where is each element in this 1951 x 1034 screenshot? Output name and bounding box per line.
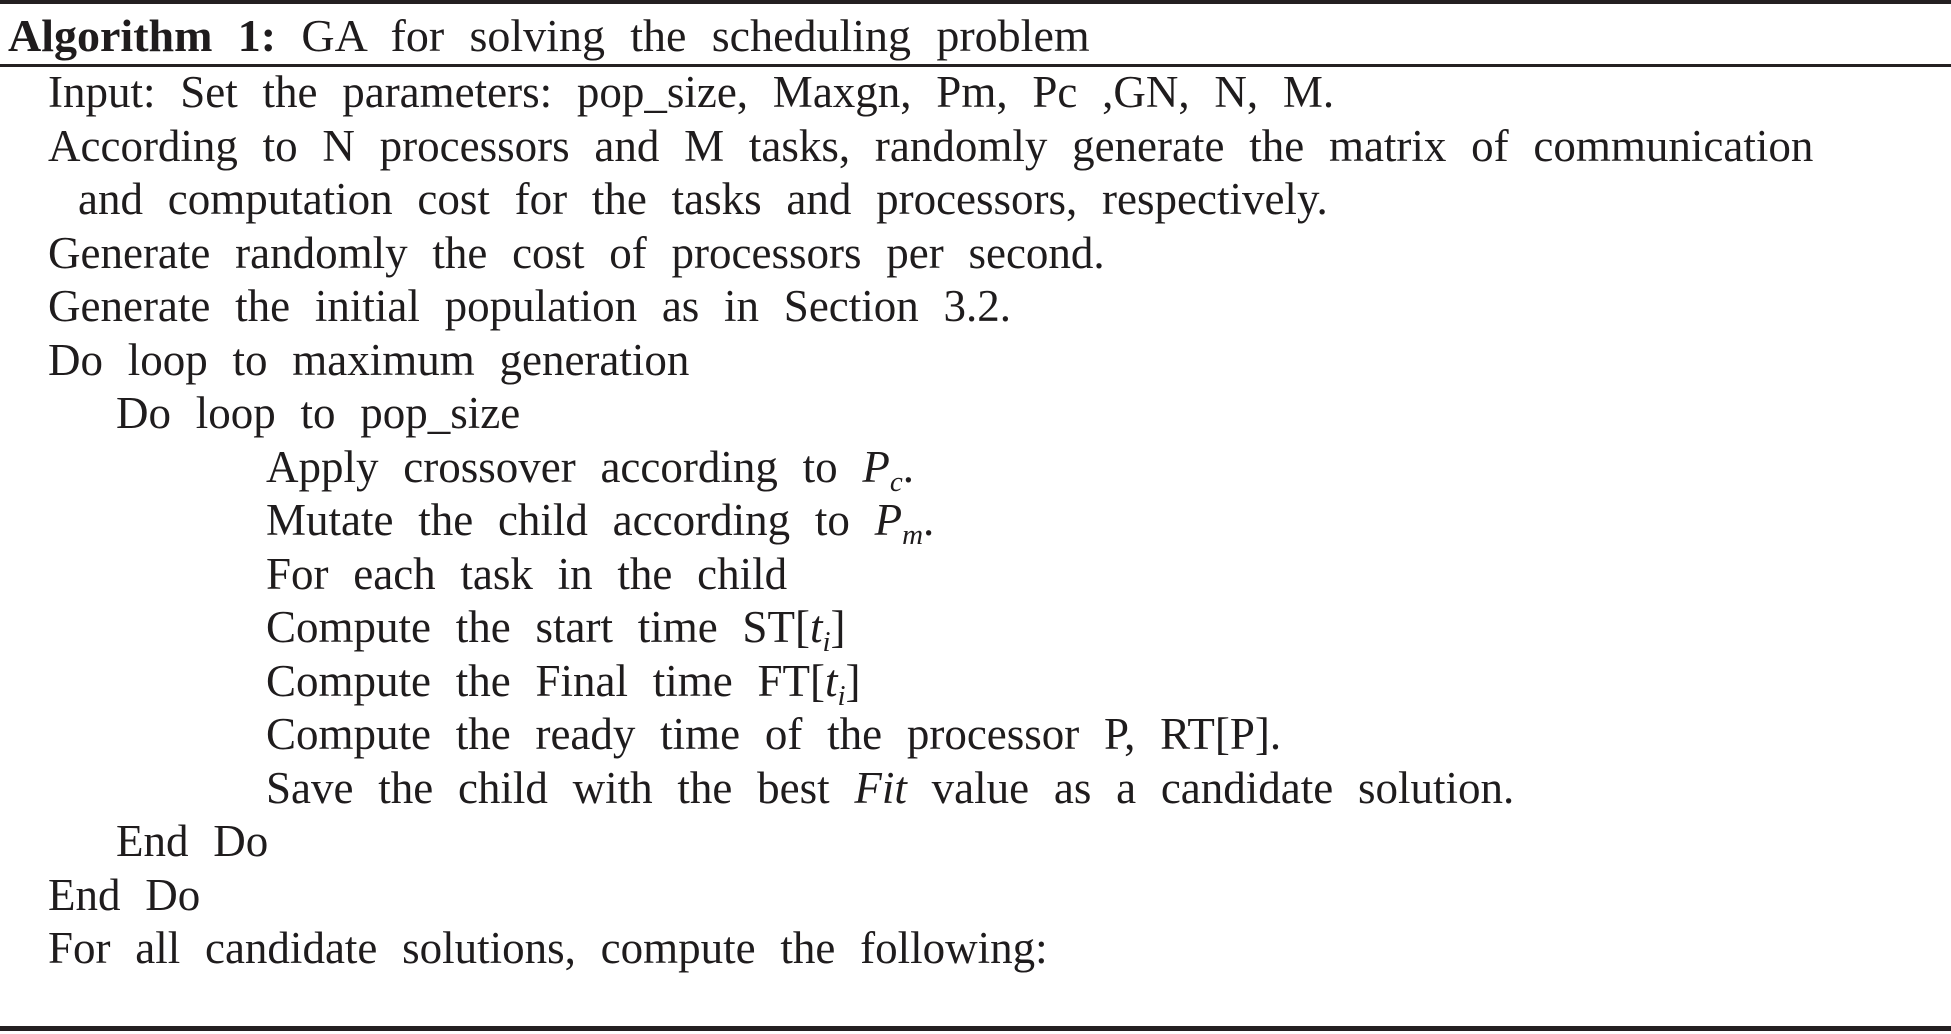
math-variable: P: [862, 441, 890, 492]
algorithm-line: [48, 227, 1951, 281]
text-segment: Compute the ready time of the processor P, RT[P].: [266, 709, 1282, 759]
text-segment: Compute the start time ST[: [266, 602, 810, 652]
text-segment: Save the child with the best: [266, 762, 855, 813]
algorithm-line: [116, 387, 1951, 441]
algorithm-line: [266, 494, 1951, 551]
bottom-rule: [0, 1026, 1951, 1031]
algorithm-caption: [0, 4, 1951, 67]
algorithm-line: [266, 548, 1951, 602]
text-segment: and computation cost for the tasks and processors, respectively.: [78, 174, 1328, 224]
math-variable: t: [809, 602, 823, 652]
text-segment: For all candidate solutions, compute the following:: [48, 923, 1048, 973]
math-subscript: i: [837, 679, 846, 712]
text-segment: Input: Set the parameters: pop_size, Maxgn, Pm, Pc ,GN, N, M.: [48, 67, 1335, 117]
text-segment: ]: [845, 655, 861, 706]
text-segment: .: [923, 495, 935, 545]
algorithm-line: [266, 708, 1951, 762]
text-segment: Do loop to maximum generation: [48, 334, 690, 385]
text-segment: .: [902, 441, 914, 492]
math-subscript: i: [822, 626, 831, 658]
math-subscript: c: [889, 465, 903, 498]
algorithm-line: [266, 655, 1951, 712]
algorithm-caption-label: Algorithm 1:: [8, 10, 277, 61]
text-segment: Do loop to pop_size: [116, 388, 521, 438]
algorithm-line: [78, 173, 1951, 227]
text-segment: For each task in the child: [266, 548, 788, 599]
algorithm-line: [266, 762, 1951, 816]
algorithm-line: [48, 334, 1951, 388]
algorithm-body: [48, 66, 1951, 976]
text-segment: Generate randomly the cost of processors per second.: [48, 227, 1105, 278]
text-segment: Compute the Final time FT[: [266, 655, 825, 706]
algorithm-line: [266, 601, 1951, 658]
algorithm-caption-title: [301, 10, 1089, 61]
algorithm-line: [116, 815, 1951, 869]
algorithm-line: [266, 441, 1951, 498]
text-segment: End Do: [116, 816, 269, 866]
text-segment: End Do: [48, 869, 201, 920]
math-variable: Fit: [854, 762, 907, 813]
algorithm-line: [48, 922, 1951, 976]
algorithm-line: [48, 869, 1951, 923]
algorithm-line: [48, 280, 1951, 334]
text-segment: Apply crossover according to: [266, 441, 863, 492]
text-segment: ]: [830, 602, 846, 652]
math-variable: P: [874, 495, 903, 545]
math-variable: t: [824, 655, 838, 706]
algorithm-caption-title-text: GA for solving the scheduling problem: [301, 10, 1090, 61]
algorithm-line: [48, 66, 1951, 120]
text-segment: Mutate the child according to: [266, 495, 875, 545]
algorithm-line: [48, 120, 1951, 174]
text-segment: According to N processors and M tasks, randomly generate the matrix of communication: [48, 120, 1814, 171]
math-subscript: m: [902, 519, 924, 551]
text-segment: value as a candidate solution.: [906, 762, 1515, 813]
text-segment: Generate the initial population as in Section 3.2.: [48, 281, 1012, 331]
